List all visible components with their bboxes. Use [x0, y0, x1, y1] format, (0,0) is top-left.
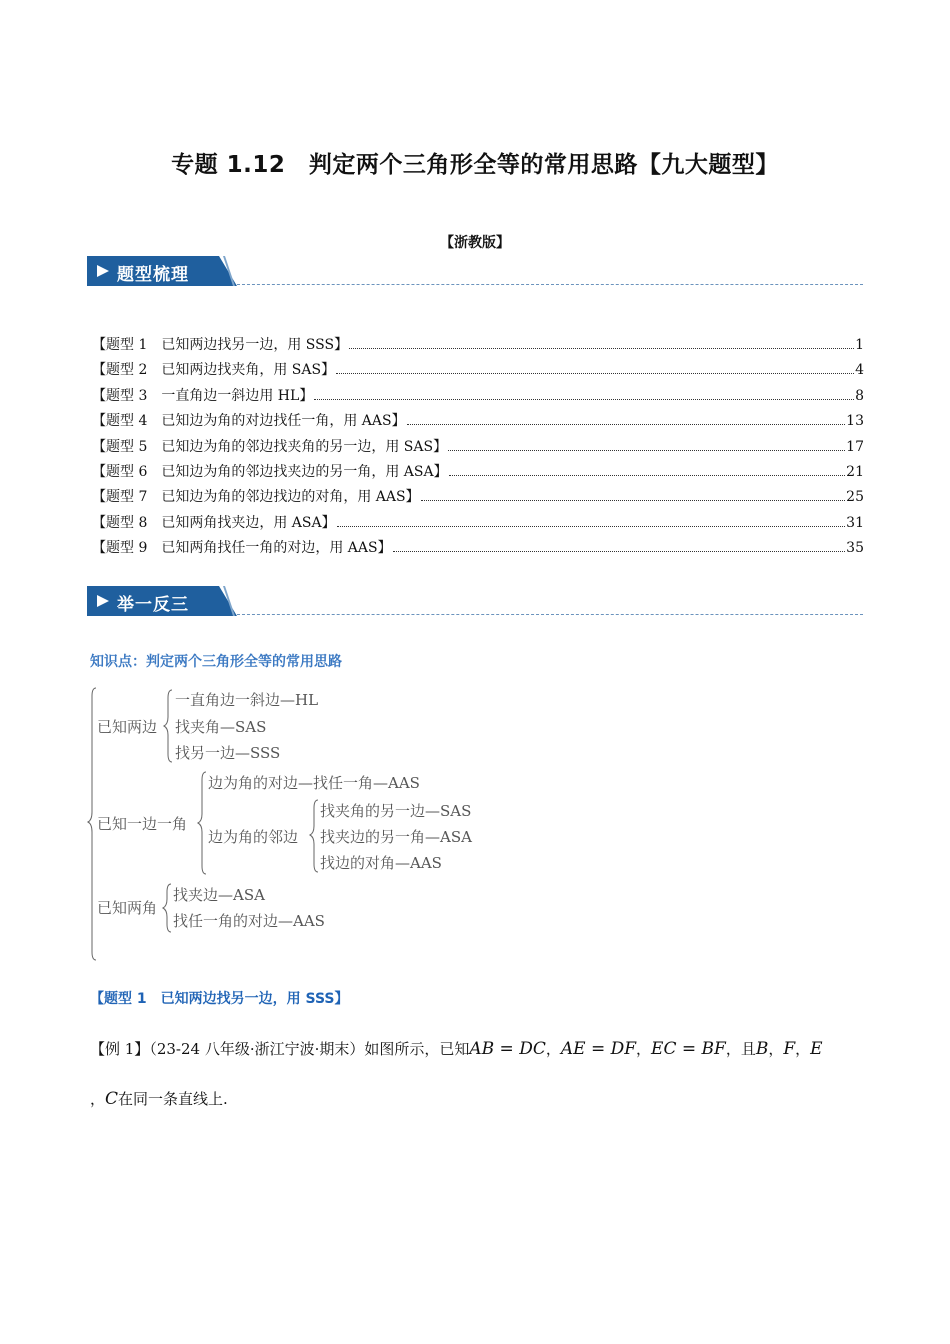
tree-node-side-adjacent: 边为角的邻边: [208, 828, 299, 846]
brace-two-sides: [164, 690, 172, 762]
point-c: C: [105, 1089, 119, 1109]
page-title: 专题 1.12 判定两个三角形全等的常用思路【九大题型】: [171, 152, 779, 178]
section-banner-overview: [87, 256, 863, 286]
connector-text: ，且: [725, 1040, 756, 1058]
toc-entry[interactable]: [92, 461, 864, 486]
example-label: 【例 1】: [90, 1040, 150, 1058]
toc-entry[interactable]: [92, 385, 864, 410]
equation-ab-dc: AB = DC: [469, 1039, 546, 1059]
example-source: （23-24 八年级·浙江宁波·期末）如图所示，已知: [149, 1040, 470, 1058]
toc-entry-page: 21: [846, 463, 864, 480]
example-line-1: [90, 1038, 823, 1059]
toc-entry-title: 【题型 9 已知两角找任一角的对边，用 AAS】: [92, 540, 392, 557]
section-banner-examples: [87, 586, 863, 616]
section-title-examples: 举一反三: [117, 595, 189, 615]
point-f: F: [783, 1039, 796, 1059]
toc-leader: [314, 388, 854, 400]
toc-entry-page: 4: [855, 362, 864, 379]
brace-side-adjacent: [310, 800, 318, 872]
toc-leader: [349, 337, 854, 349]
tree-leaf: 找夹角—SAS: [175, 718, 267, 736]
toc-entry[interactable]: [92, 359, 864, 384]
toc-entry-title: 【题型 6 已知边为角的邻边找夹边的另一角，用 ASA】: [92, 463, 448, 480]
example-line-2: [90, 1088, 228, 1109]
tree-leaf: 找夹角的另一边—SAS: [320, 802, 472, 820]
equation-ec-bf: EC = BF: [651, 1039, 726, 1059]
brace-two-angles: [163, 884, 171, 932]
question-type-heading: 【题型 1 已知两边找另一边，用 SSS】: [90, 991, 349, 1007]
tree-node-two-angles: 已知两角: [97, 899, 158, 917]
example-line-2-text: 在同一条直线上.: [118, 1090, 228, 1108]
toc-leader: [448, 439, 845, 451]
tree-leaf: 找另一边—SSS: [175, 744, 281, 762]
tree-leaf: 找夹边—ASA: [173, 886, 265, 904]
knowledge-point-title: 知识点：判定两个三角形全等的常用思路: [90, 654, 342, 670]
toc-entry[interactable]: [92, 410, 864, 435]
separator: ，: [545, 1040, 561, 1058]
toc-leader: [421, 489, 846, 501]
tree-leaf: 找夹边的另一角—ASA: [320, 828, 472, 846]
toc-leader: [336, 362, 854, 374]
toc-leader: [449, 464, 846, 476]
toc-leader: [407, 413, 846, 425]
edition-label: 【浙教版】: [440, 235, 510, 251]
toc-leader: [393, 540, 846, 552]
tree-leaf: 找边的对角—AAS: [320, 854, 442, 872]
toc-entry-page: 35: [846, 540, 864, 557]
toc-entry[interactable]: [92, 537, 864, 562]
brace-side-angle: [198, 772, 206, 874]
separator: ，: [636, 1040, 652, 1058]
toc-leader: [337, 515, 846, 527]
toc-entry[interactable]: [92, 436, 864, 461]
section-title-overview: 题型梳理: [117, 265, 189, 285]
separator: ，: [90, 1090, 106, 1108]
point-b: B: [755, 1039, 769, 1059]
toc-entry[interactable]: [92, 334, 864, 359]
play-icon: [97, 265, 109, 277]
toc-entry-page: 31: [846, 514, 864, 531]
toc-entry-title: 【题型 2 已知两边找夹角，用 SAS】: [92, 362, 336, 379]
toc-entry[interactable]: [92, 486, 864, 511]
tree-node-side-angle: 已知一边一角: [97, 815, 188, 833]
toc-entry[interactable]: [92, 512, 864, 537]
toc-entry-title: 【题型 3 一直角边一斜边用 HL】: [92, 387, 314, 404]
play-icon: [97, 595, 109, 607]
banner-dashed-rule: [237, 614, 863, 615]
toc-entry-title: 【题型 7 已知边为角的邻边找边的对角，用 AAS】: [92, 489, 420, 506]
separator: ，: [768, 1040, 784, 1058]
tree-leaf: 找任一角的对边—AAS: [173, 912, 325, 930]
toc-entry-title: 【题型 1 已知两边找另一边，用 SSS】: [92, 337, 349, 353]
toc-entry-title: 【题型 4 已知边为角的对边找任一角，用 AAS】: [92, 413, 406, 430]
table-of-contents: [92, 334, 864, 563]
tree-node-two-sides: 已知两边: [97, 718, 158, 736]
separator: ，: [795, 1040, 811, 1058]
toc-entry-page: 25: [846, 489, 864, 506]
tree-leaf: 边为角的对边—找任一角—AAS: [208, 774, 420, 792]
toc-entry-page: 13: [846, 413, 864, 430]
equation-ae-df: AE = DF: [560, 1039, 637, 1059]
toc-entry-title: 【题型 5 已知边为角的邻边找夹角的另一边，用 SAS】: [92, 438, 448, 455]
banner-dashed-rule: [237, 284, 863, 285]
toc-entry-page: 8: [855, 387, 864, 404]
toc-entry-title: 【题型 8 已知两角找夹边，用 ASA】: [92, 514, 336, 531]
point-e: E: [810, 1039, 823, 1059]
tree-leaf: 一直角边一斜边—HL: [175, 691, 319, 709]
toc-entry-page: 17: [846, 438, 864, 455]
outer-brace: [88, 688, 96, 960]
toc-entry-page: 1: [855, 337, 864, 353]
